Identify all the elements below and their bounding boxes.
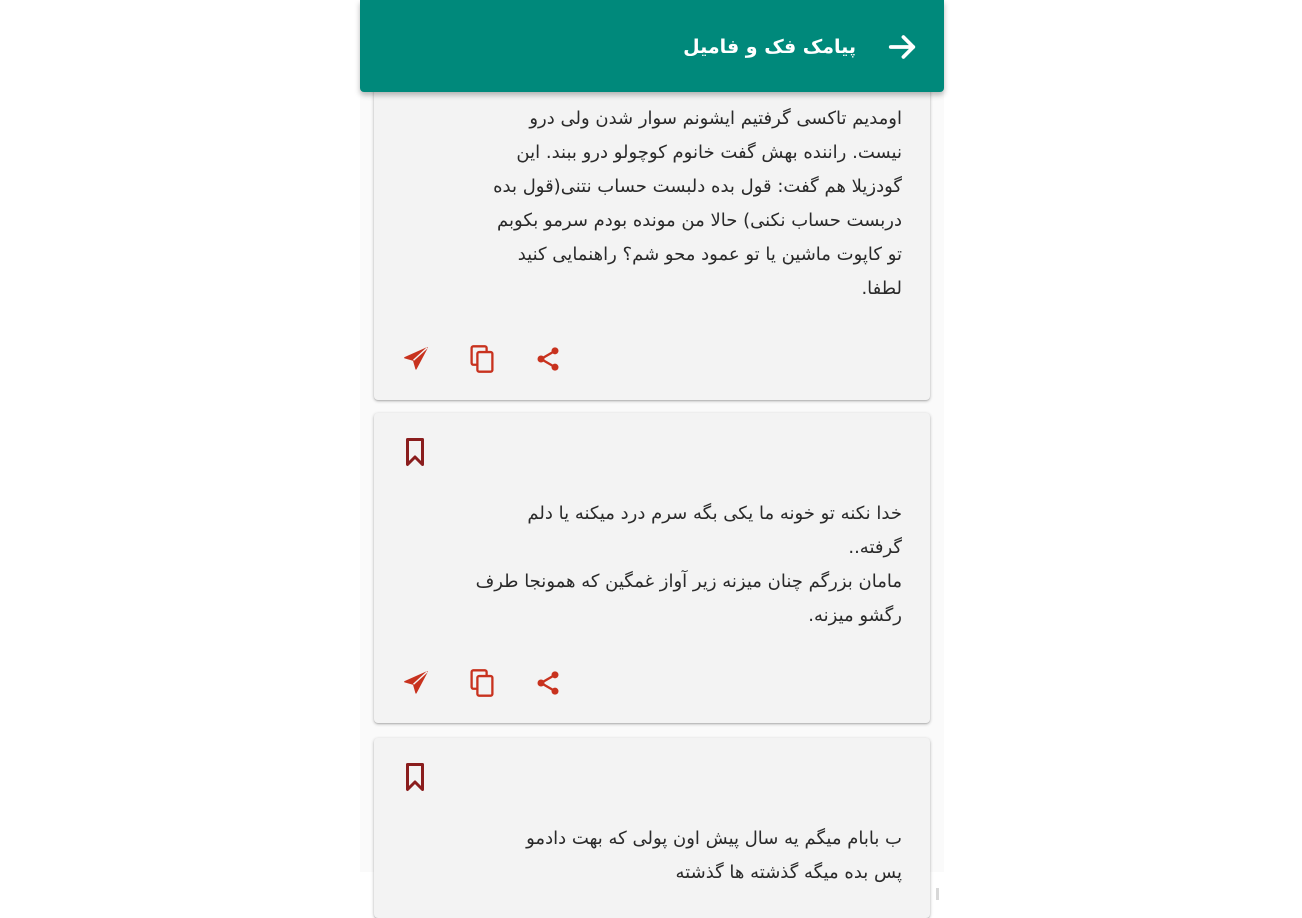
message-card bbox=[374, 413, 930, 723]
app-bar bbox=[360, 0, 944, 92]
bookmark-icon bbox=[402, 762, 428, 792]
card-actions bbox=[398, 665, 566, 701]
message-text: خدا نکنه تو خونه ما یکی بگه سرم درد میکنه یا دلم گرفته.. مامان بزرگم چنان میزنه زیر آواز غمگین که همونجا طرف رگشو میزنه. bbox=[475, 503, 902, 626]
share-button[interactable] bbox=[530, 665, 566, 701]
message-text: ب بابام میگم یه سال پیش اون پولی که بهت دادمو پس بده میگه گذشته ها گذشته bbox=[526, 828, 902, 883]
message-list[interactable] bbox=[360, 0, 944, 883]
send-button[interactable] bbox=[398, 665, 434, 701]
card-actions bbox=[398, 341, 566, 377]
message-text: اومدیم تاکسی گرفتیم ایشونم سوار شدن ولی درو نیست. راننده بهش گفت خانوم کوچولو درو ببند. این گودزیلا هم گفت: قول بده دلبست حساب نتنی(قول بده دربست حساب نکنی) حالا من مونده بودم سرمو بکوبم تو کاپوت ماشین یا تو عمود محو شم؟ راهنمایی کنید لطفا. bbox=[493, 108, 902, 299]
share-button[interactable] bbox=[530, 341, 566, 377]
copy-icon bbox=[468, 668, 496, 698]
arrow-back-icon bbox=[885, 30, 919, 64]
copy-button[interactable] bbox=[464, 341, 500, 377]
share-icon bbox=[534, 345, 562, 373]
copy-button[interactable] bbox=[464, 665, 500, 701]
back-button[interactable] bbox=[882, 27, 922, 67]
send-icon bbox=[401, 668, 431, 698]
bookmark-icon bbox=[402, 437, 428, 467]
copy-icon bbox=[468, 344, 496, 374]
scrollbar-indicator bbox=[936, 888, 939, 900]
bookmark-button[interactable] bbox=[402, 437, 428, 467]
phone-screen bbox=[360, 0, 944, 883]
share-icon bbox=[534, 669, 562, 697]
message-card bbox=[374, 738, 930, 918]
bookmark-button[interactable] bbox=[402, 762, 428, 792]
page-title: پیامک فک و فامیل bbox=[683, 36, 856, 58]
send-button[interactable] bbox=[398, 341, 434, 377]
send-icon bbox=[401, 344, 431, 374]
